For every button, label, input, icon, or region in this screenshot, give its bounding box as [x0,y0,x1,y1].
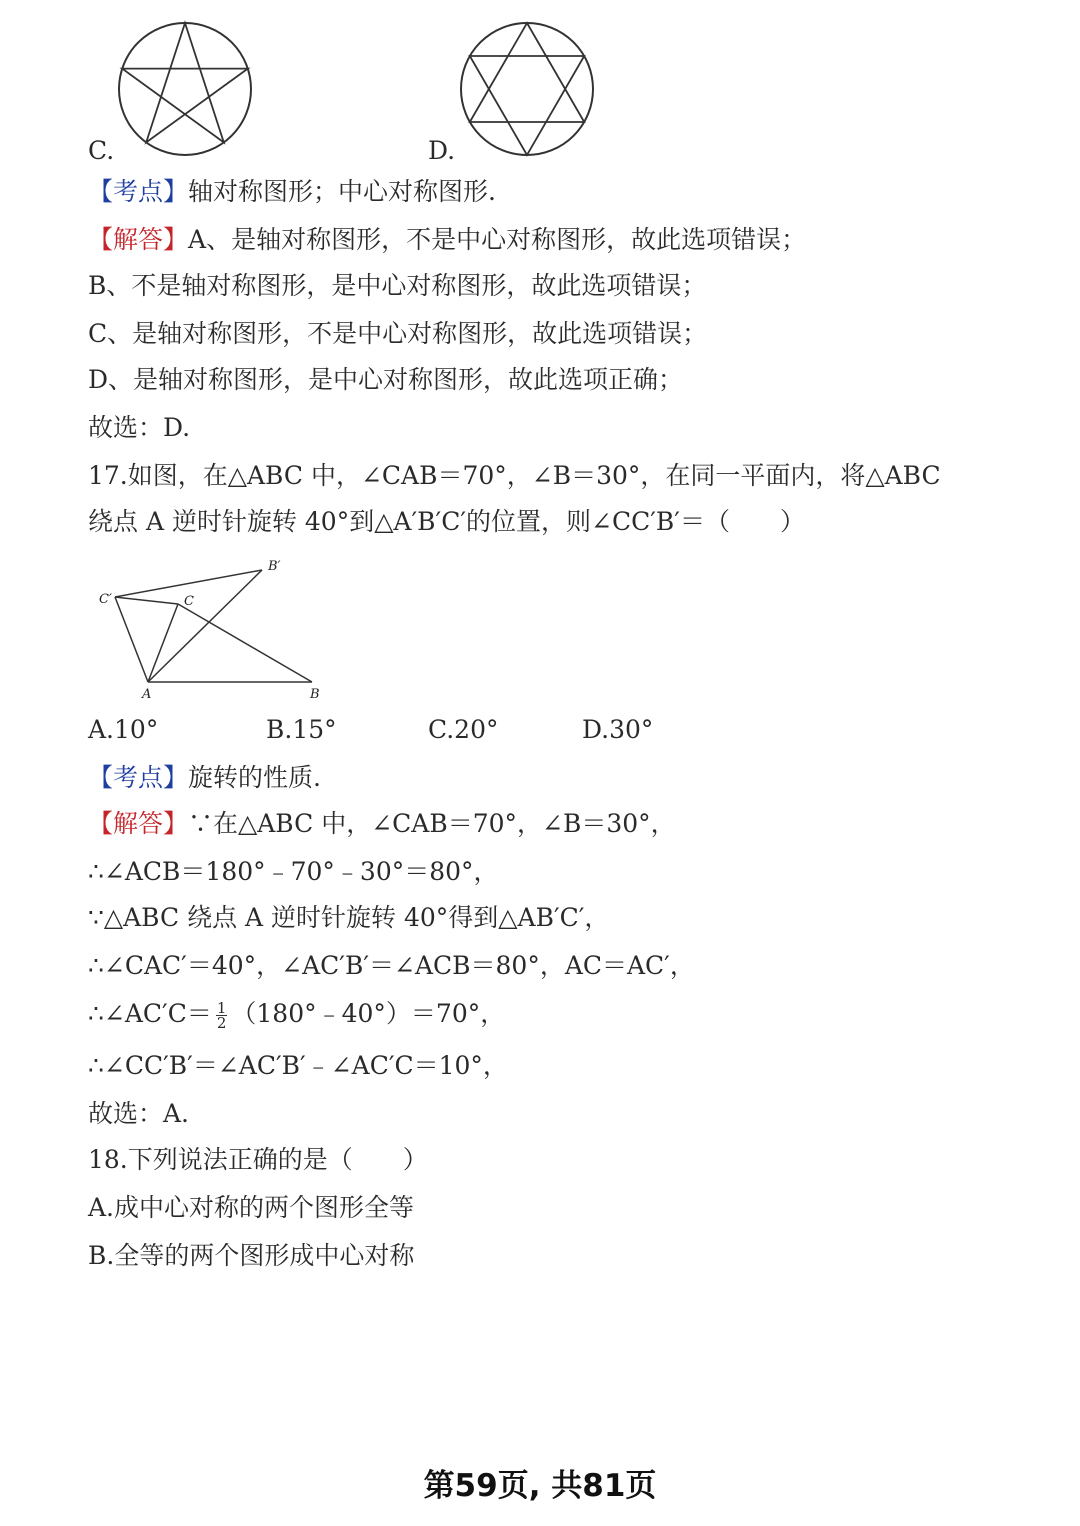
solution-text: （180°﹣40°）＝70°， [231,999,506,1028]
kaodian-tag: 【考点】 [88,763,189,792]
fraction-numerator: 1 [216,999,227,1017]
solution-line: ∵在△ABC 中，∠CAB＝70°，∠B＝30°， [188,809,676,838]
figure-rotation-triangles [90,552,330,702]
point-label-b: B [310,687,320,702]
point-label-c: C [184,594,194,609]
point-label-c-prime: C′ [99,592,112,607]
question-stem: 绕点 A 逆时针旋转 40°到△A′B′C′的位置，则∠CC′B′＝（ ） [88,507,805,536]
kaodian-tag: 【考点】 [88,177,189,206]
choice-a: A.10° [88,715,159,744]
question-stem: 17.如图，在△ABC 中，∠CAB＝70°，∠B＝30°，在同一平面内，将△ABC [88,461,941,490]
choice-c: C.20° [428,715,499,744]
option-line: B.全等的两个图形成中心对称 [88,1241,415,1270]
jieda-line-q16 [88,224,806,256]
point-label-a: A [142,687,152,702]
kaodian-text: 轴对称图形；中心对称图形. [188,177,496,206]
option-c-label: C. [88,136,115,165]
jieda-tag: 【解答】 [88,225,189,254]
kaodian-line-q17 [88,762,321,794]
figure-option-c-pentagram [112,18,258,160]
solution-line: C、是轴对称图形，不是中心对称图形，故此选项错误； [88,319,708,348]
fraction-one-half [216,1001,228,1030]
solution-line-fraction [88,998,505,1030]
fraction-denominator: 2 [216,1014,227,1032]
solution-line: ∴∠ACB＝180°﹣70°﹣30°＝80°， [88,857,499,886]
option-line: A.成中心对称的两个图形全等 [88,1193,415,1222]
solution-line: A、是轴对称图形，不是中心对称图形，故此选项错误； [188,225,807,254]
answer-line: 故选：D. [88,413,191,442]
solution-line: D、是轴对称图形，是中心对称图形，故此选项正确； [88,365,684,394]
solution-line: ∴∠CC′B′＝∠AC′B′﹣∠AC′C＝10°， [88,1051,508,1080]
solution-line: B、不是轴对称图形，是中心对称图形，故此选项错误； [88,271,707,300]
option-d-label: D. [428,136,456,165]
solution-text: ∴∠AC′C＝ [88,999,212,1028]
choice-b: B.15° [266,715,337,744]
page-number-footer: 第59页, 共81页 [423,1468,657,1504]
solution-line: ∵△ABC 绕点 A 逆时针旋转 40°得到△AB′C′， [88,903,610,932]
figure-option-d-hexagram [456,18,598,160]
kaodian-line-q16 [88,176,496,208]
answer-line: 故选：A. [88,1099,190,1128]
point-label-b-prime: B′ [268,559,281,574]
question-stem: 18.下列说法正确的是（ ） [88,1145,428,1174]
kaodian-text: 旋转的性质. [188,763,321,792]
jieda-tag: 【解答】 [88,809,189,838]
choice-d: D.30° [582,715,654,744]
jieda-line-q17 [88,808,676,840]
solution-line: ∴∠CAC′＝40°，∠AC′B′＝∠ACB＝80°，AC＝AC′， [88,951,695,980]
